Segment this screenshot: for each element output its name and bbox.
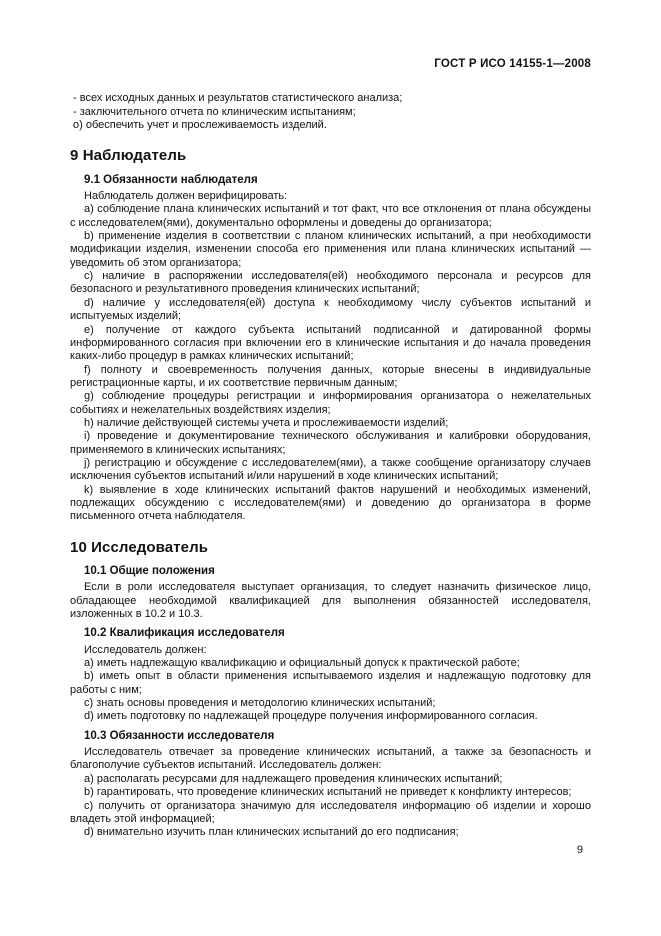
list-item: - заключительного отчета по клиническим испытаниям; xyxy=(73,105,356,118)
list-item: - всех исходных данных и результатов статистического анализа; xyxy=(73,92,403,105)
list-item: a) иметь надлежащую квалификацию и официальный допуск к практической работе; xyxy=(84,657,520,670)
list-item: b) применение изделия в соответствии с планом клинических испытаний, а при необходимости модификации изделия, изменении способа его применения или плана клинических испытаний — уведомить об этом организатора; xyxy=(70,230,591,269)
list-item: b) иметь опыт в области применения испытываемого изделия и надлежащую подготовку для работы с ним; xyxy=(70,670,591,696)
list-item: о) обеспечить учет и прослеживаемость изделий. xyxy=(73,119,327,132)
list-item: c) наличие в распоряжении исследователя(ей) необходимого персонала и ресурсов для безопасного и результативного проведения клинических испытаний; xyxy=(70,270,591,296)
subsection-9-1-heading: 9.1 Обязанности наблюдателя xyxy=(84,173,258,186)
list-item: f) полноту и своевременность получения данных, которые внесены в индивидуальные регистрационные карты, и их соответствие первичным данным; xyxy=(70,363,591,389)
list-item: c) знать основы проведения и методологию клинических испытаний; xyxy=(84,697,436,710)
subsection-10-2-heading: 10.2 Квалификация исследователя xyxy=(84,627,285,640)
paragraph: Наблюдатель должен верифицировать: xyxy=(84,190,288,203)
list-item: e) получение от каждого субъекта испытаний подписанной и датированной формы информированного согласия при включении его в клинические испытания и до начала проведения каких-либо процедур в рамках клинических испытаний; xyxy=(70,323,591,363)
paragraph: Если в роли исследователя выступает организация, то следует назначить физическое лицо, обладающее необходимой квалификацией для выполнения обязанностей исследователя, изложенных в 10.2 и 10.3. xyxy=(70,581,591,621)
list-item: a) соблюдение плана клинических испытаний и тот факт, что все отклонения от плана обсуждены с исследователем(ями), документально оформлены и доведены до организатора; xyxy=(70,203,591,229)
list-item: c) получить от организатора значимую для исследователя информацию об изделии и хорошо владеть этой информацией; xyxy=(70,799,591,825)
list-item: i) проведение и документирование технического обслуживания и калибровки оборудования, применяемого в клинических испытаниях; xyxy=(70,430,591,456)
list-item: h) наличие действующей системы учета и прослеживаемости изделий; xyxy=(84,416,449,429)
page-number: 9 xyxy=(576,844,583,856)
paragraph: Исследователь должен: xyxy=(84,643,207,656)
list-item: j) регистрацию и обсуждение с исследователем(ями), а также сообщение организатору случаев исключения субъектов испытаний и/или нарушений в ходе клинических испытаний; xyxy=(70,456,591,483)
subsection-10-1-heading: 10.1 Общие положения xyxy=(84,565,215,577)
paragraph: Исследователь отвечает за проведение клинических испытаний, а также за безопасность и благополучие субъектов испытаний. Исследователь должен: xyxy=(70,746,591,772)
running-header: ГОСТ Р ИСО 14155-1—2008 xyxy=(434,58,591,70)
subsection-10-3-heading: 10.3 Обязанности исследователя xyxy=(84,729,275,742)
section-9-heading: 9 Наблюдатель xyxy=(70,147,187,165)
list-item: g) соблюдение процедуры регистрации и информирования организатора о нежелательных событиях и нежелательных воздействиях изделия; xyxy=(70,390,591,416)
list-item: k) выявление в ходе клинических испытаний фактов нарушений и необходимых изменений, подлежащих обсуждению с исследователем(ями) и доведению до организатора в форме письменного отчета наблюдателя. xyxy=(70,483,591,523)
list-item: d) наличие у исследователя(ей) доступа к необходимому числу субъектов испытаний и испытуемых изделий; xyxy=(70,296,591,323)
list-item: d) внимательно изучить план клинических испытаний до его подписания; xyxy=(84,826,459,839)
section-10-heading: 10 Исследователь xyxy=(70,538,209,556)
list-item: b) гарантировать, что проведение клинических испытаний не приведет к конфликту интересов; xyxy=(84,786,572,799)
list-item: a) располагать ресурсами для надлежащего проведения клинических испытаний; xyxy=(84,772,503,785)
list-item: d) иметь подготовку по надлежащей процедуре получения информированного согласия. xyxy=(84,710,538,723)
